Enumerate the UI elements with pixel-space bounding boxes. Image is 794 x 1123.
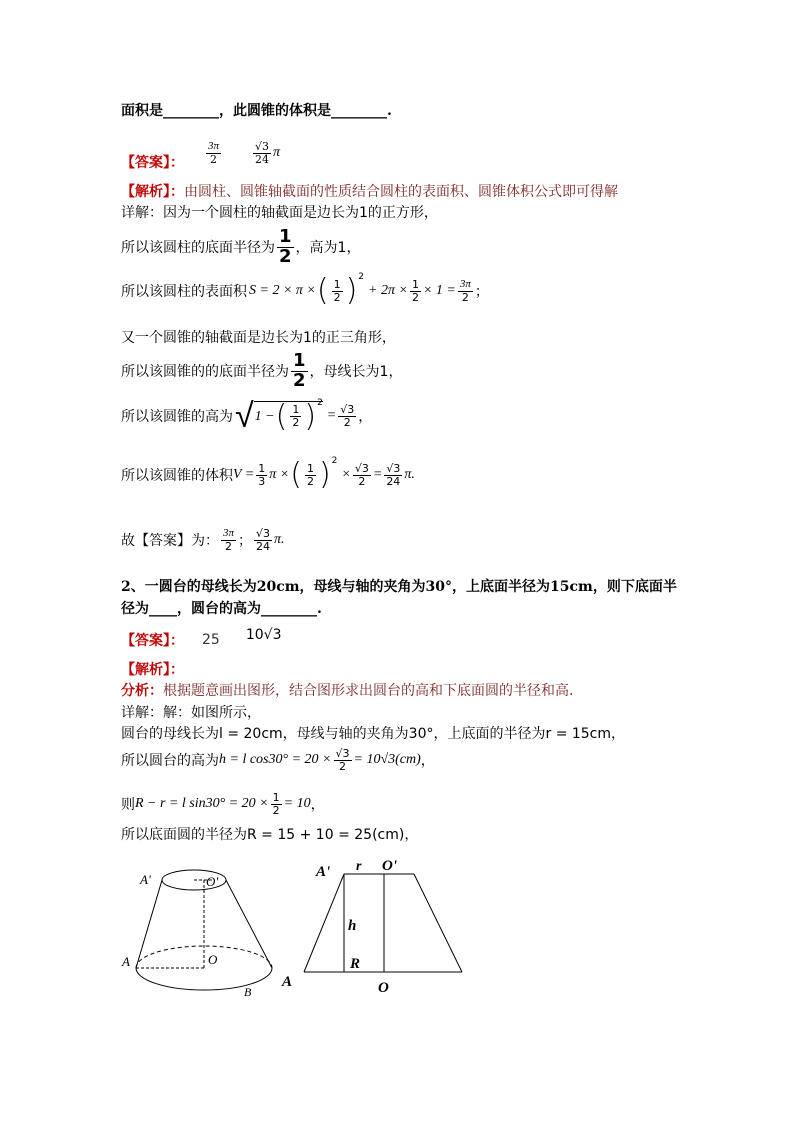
q1-line-2: 所以该圆柱的表面积 S = 2 × π × ( $\frac{1}{2}$ ) 2 + 2π × $\frac{1}{2}$ × 1 = $\frac{3\pi}{2}$ ； xyxy=(121,272,489,308)
label-a-right: A xyxy=(282,974,293,990)
label-o-right: O xyxy=(378,980,389,996)
q2-answer-row: 【答案】： 25 10√3 xyxy=(121,627,282,649)
q2-prompt-1: 2、一圆台的母线长为20cm，母线与轴的夹角为30°，上底面半径为15cm，则下底面半 xyxy=(121,579,677,595)
answer-label: 【答案】： xyxy=(121,155,184,171)
label-b-left: B xyxy=(244,985,252,999)
q1-analysis: 【解析】： 由圆柱、圆锥轴截面的性质结合圆柱的表面积、圆锥体积公式即可得解 xyxy=(121,184,618,200)
q2-prompt-2: 径为____，圆台的高为________. xyxy=(121,601,322,617)
q2-line-4: 所以底面圆的半径为R = 15 + 10 = 25(cm)， xyxy=(121,827,419,843)
q1-prompt-tail: 面积是________，此圆锥的体积是________. xyxy=(121,103,392,119)
label-a-prime-right: A' xyxy=(316,864,331,880)
answer-1: $\frac{3\pi}{2}$ xyxy=(208,139,220,166)
label-a-prime-left: A' xyxy=(140,872,151,887)
answer-2: $\frac{√3}{24}$ xyxy=(255,139,270,166)
label-r-right: r xyxy=(356,859,362,874)
frustum-figures xyxy=(118,858,478,1008)
label-big-r-right: R xyxy=(350,956,361,972)
frustum-3d xyxy=(121,870,272,999)
label-h-right: h xyxy=(348,918,357,934)
q1-final: 故【答案】为： $\frac{3\pi}{2}$ ； $\frac{√3}{24}$ π. xyxy=(121,527,285,553)
q2-line-3: 则 R − r = l sin30° = 20 × $\frac{1}{2}$ = 10 ， xyxy=(121,791,325,817)
frustum-section xyxy=(281,858,462,996)
q1-answer-row: 【答案】： $\frac{3\pi}{2}$ $\frac{√3}{24}$ π xyxy=(121,139,281,171)
q2-line-2: 所以圆台的高为 h = l cos30° = 20 × $\frac{√3}{2}$ = 10√3(cm) ， xyxy=(121,747,435,773)
q1-detail: 详解：因为一个圆柱的轴截面是边长为1的正方形， xyxy=(121,205,438,221)
label-o-prime-right: O' xyxy=(382,858,397,874)
q1-line-3: 又一个圆锥的轴截面是边长为1的正三角形， xyxy=(121,330,396,346)
q2-analysis-label: 【解析】： xyxy=(121,662,184,678)
q2-line-1: 圆台的母线长为l = 20cm，母线与轴的夹角为30°，上底面的半径为r = 15cm， xyxy=(121,726,626,742)
q1-line-1: 所以该圆柱的底面半径为 $\frac{1}{2}$ ，高为1， xyxy=(121,226,361,267)
q1-line-4: 所以该圆锥的的底面半径为 $\frac{1}{2}$ ，母线长为1， xyxy=(121,350,403,391)
label-a-left: A xyxy=(122,954,130,969)
label-o-prime-left: O' xyxy=(206,874,219,889)
label-o-left: O xyxy=(208,952,218,967)
q1-line-5: 所以该圆锥的高为 √ 1 − ( $\frac{1}{2}$ ) 2 = $\frac{√3}{2}$ ， xyxy=(121,396,373,436)
q2-detail: 详解：解：如图所示， xyxy=(121,705,261,721)
q1-line-6: 所以该圆锥的体积 V = $\frac{1}{3}$ π × ( $\frac{1}{2}$ ) 2 × $\frac{√3}{2}$ = $\frac{√3}{24}$ π. xyxy=(121,456,415,492)
q2-fenxi: 分析： 根据题意画出图形，结合图形求出圆台的高和下底面圆的半径和高． xyxy=(121,683,583,699)
